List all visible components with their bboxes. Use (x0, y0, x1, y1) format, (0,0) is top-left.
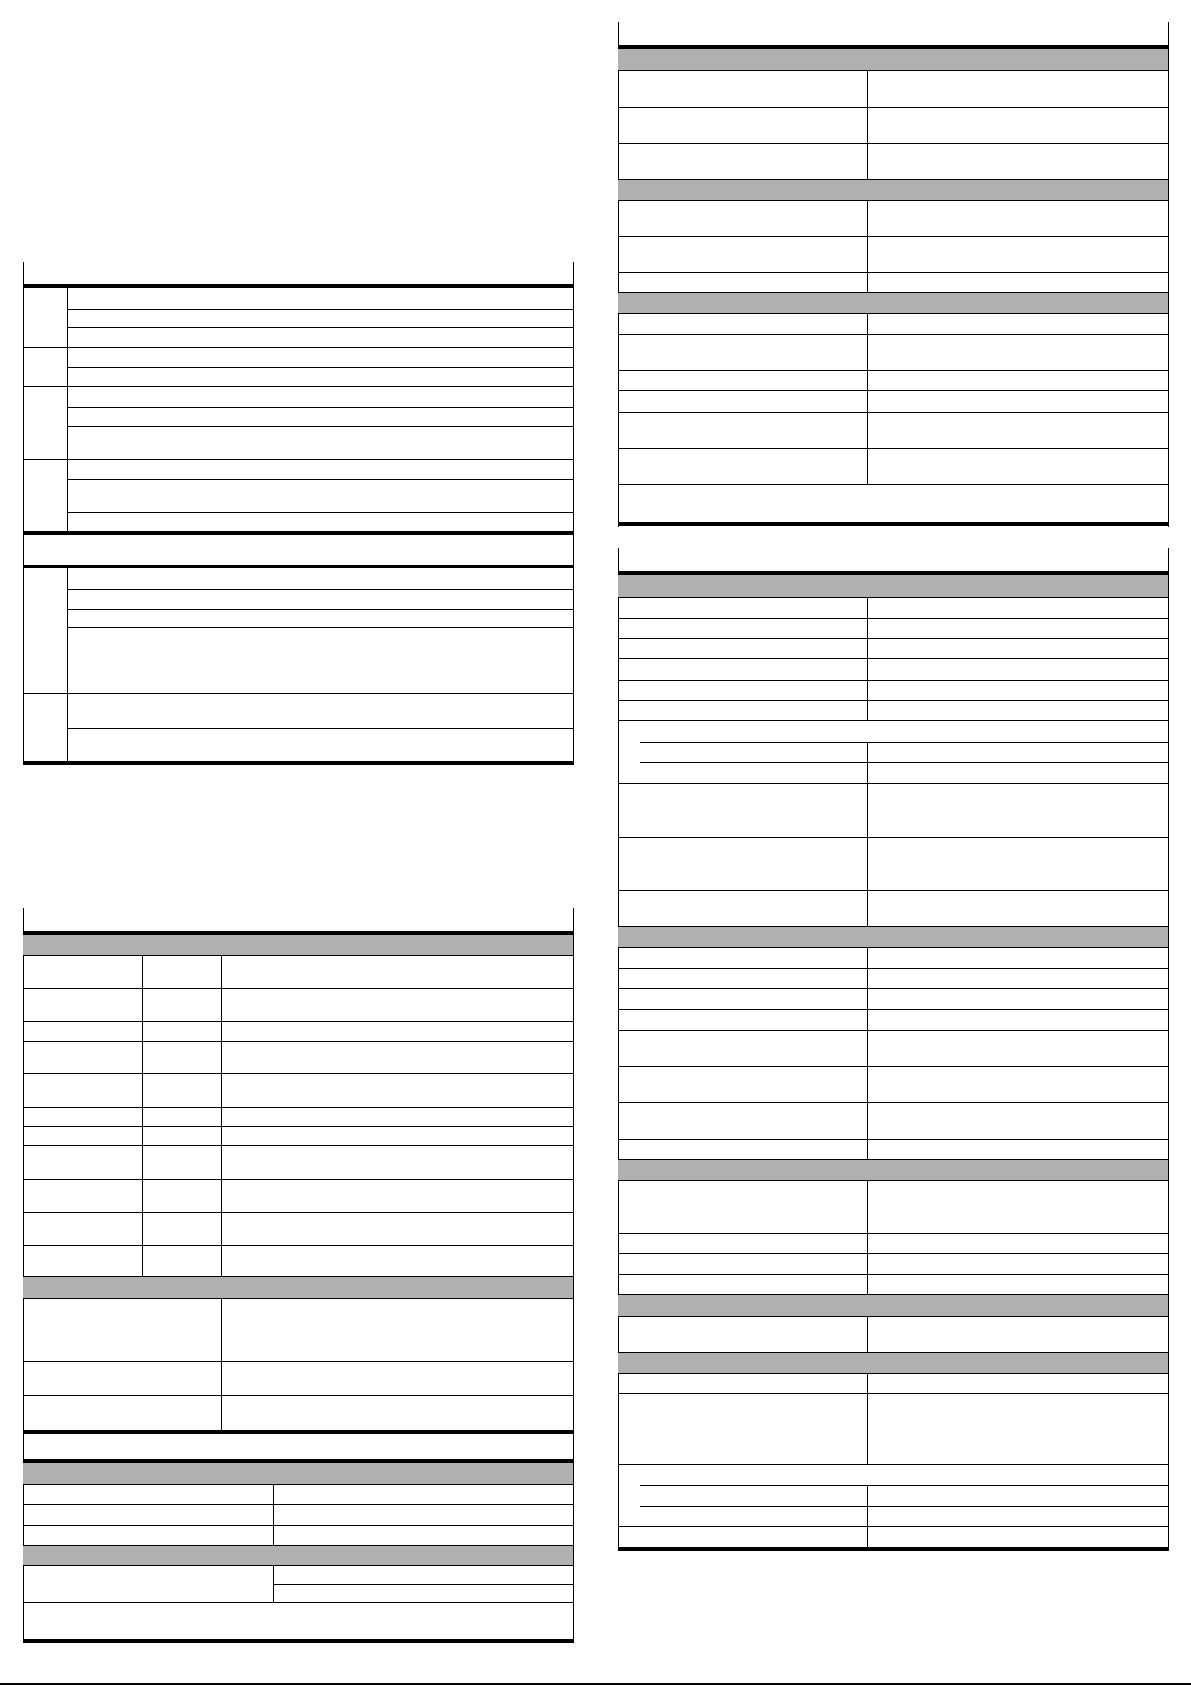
table1-group-rule (23, 347, 573, 348)
table2-row-rule (23, 1107, 573, 1108)
table5-col-divider (867, 1373, 868, 1464)
table5-row-rule (618, 1526, 1168, 1527)
table3-section-band (23, 1546, 573, 1565)
table2-col2-divider (221, 955, 222, 1276)
table1-left-border (23, 262, 24, 765)
table5-row-rule (618, 1066, 1168, 1067)
table5-row-rule (618, 638, 1168, 639)
table2-row-rule (23, 1145, 573, 1146)
table2-row-rule (23, 1041, 573, 1042)
table4-section-rule (618, 313, 1168, 314)
table5-section-band (618, 1295, 1168, 1316)
table4-row-rule (618, 143, 1168, 144)
table2-row-rule (23, 988, 573, 989)
table4-header-rule (618, 70, 1168, 71)
table5-section-rule (618, 1316, 1168, 1317)
table1-top-thick-rule (23, 284, 574, 288)
table5-row-rule (618, 720, 1168, 721)
table5-col-divider (867, 947, 868, 1159)
table1-group-divider (67, 288, 68, 535)
table2-header-rule (23, 955, 573, 956)
table4-row-rule (618, 236, 1168, 237)
table2-col1-divider (142, 955, 143, 1276)
table5-section-rule (618, 1373, 1168, 1374)
table4-section-band (618, 180, 1168, 200)
table3-row-rule (23, 1525, 573, 1526)
table5-col-divider (867, 742, 868, 926)
table1-mid-thick-rule (23, 531, 574, 535)
table5-row-rule (618, 1009, 1168, 1010)
table4-col-divider (867, 200, 868, 292)
table1-row-rule (67, 512, 573, 513)
table1-row-rule (67, 426, 573, 427)
table4-bottom-thick-rule (618, 522, 1169, 526)
table5-row-rule (618, 700, 1168, 701)
table1-row-rule (67, 609, 573, 610)
table3-row-rule (23, 1602, 573, 1603)
table5-row-rule (618, 1274, 1168, 1275)
table2-section-band (23, 1277, 573, 1298)
table5-col-divider (867, 1316, 868, 1352)
table2-row-rule (23, 1212, 573, 1213)
table4-row-rule (618, 370, 1168, 371)
table1-group-divider (67, 568, 68, 761)
table4-header-band (618, 49, 1168, 70)
table3-row-rule (273, 1584, 573, 1585)
table1-group-rule (23, 693, 573, 694)
table5-row-rule (618, 1464, 1168, 1465)
table1-row-rule (67, 367, 573, 368)
table5-section-band (618, 1353, 1168, 1373)
table4-right-border (1168, 22, 1169, 527)
table2-header-band (23, 935, 573, 955)
table5-row-rule (618, 658, 1168, 659)
table4-row-rule (618, 484, 1168, 485)
table5-row-rule (618, 783, 1168, 784)
table2-row-rule (23, 1395, 573, 1396)
table1-row-rule (67, 479, 573, 480)
table5-subgroup-rule (640, 742, 1168, 743)
table5-left-border (618, 548, 619, 1551)
table5-row-rule (618, 680, 1168, 681)
table2-bottom-thick-rule (23, 1430, 574, 1434)
table2-row-rule (23, 1073, 573, 1074)
table1-bottom-thick-rule (23, 761, 574, 765)
table3-section-rule (23, 1565, 573, 1566)
table5-row-rule (618, 1102, 1168, 1103)
table3-col-divider (273, 1484, 274, 1545)
table4-row-rule (618, 448, 1168, 449)
table5-row-rule (618, 968, 1168, 969)
table4-row-rule (618, 390, 1168, 391)
table1-row-rule (67, 309, 573, 310)
table5-row-rule (618, 1233, 1168, 1234)
table5-row-rule (618, 890, 1168, 891)
table2-right-border (573, 908, 574, 1435)
table5-row-rule (618, 1253, 1168, 1254)
table2-col2-divider (221, 1298, 222, 1430)
table3-right-border (573, 1435, 574, 1643)
table4-row-rule (618, 334, 1168, 335)
table3-header-rule (23, 1484, 573, 1485)
table1-group-rule (23, 386, 573, 387)
table5-section-band (618, 927, 1168, 947)
table1-right-border (573, 262, 574, 765)
table4-row-rule (618, 412, 1168, 413)
table5-row-rule (640, 1506, 1168, 1507)
table2-row-rule (23, 1245, 573, 1246)
table1-row-rule (67, 407, 573, 408)
table3-header-band (23, 1463, 573, 1484)
table5-col-divider (867, 1485, 868, 1547)
table4-col-divider (867, 313, 868, 484)
table5-section-band (618, 1160, 1168, 1180)
table2-row-rule (23, 1021, 573, 1022)
table5-right-border (1168, 548, 1169, 1551)
table4-row-rule (618, 272, 1168, 273)
table1-section-rule (23, 565, 573, 568)
table1-row-rule (67, 728, 573, 729)
table4-left-border (618, 22, 619, 527)
table5-header-rule (618, 597, 1168, 598)
table5-header-band (618, 575, 1168, 597)
table3-bottom-thick-rule (23, 1639, 574, 1643)
table5-row-rule (618, 618, 1168, 619)
table2-section-rule (23, 1298, 573, 1299)
table1-row-rule (67, 327, 573, 328)
table5-row-rule (618, 1393, 1168, 1394)
table4-section-rule (618, 200, 1168, 201)
table2-row-rule (23, 1126, 573, 1127)
table1-group-rule (23, 459, 573, 460)
table5-section-rule (618, 947, 1168, 948)
table2-row-rule (23, 1179, 573, 1180)
table4-row-rule (618, 107, 1168, 108)
table5-row-rule (618, 837, 1168, 838)
table5-subgroup-rule (640, 1485, 1168, 1486)
table5-row-rule (618, 1030, 1168, 1031)
table5-col-divider (867, 1180, 868, 1294)
table3-row-rule (23, 1504, 573, 1505)
table5-bottom-thick-rule (618, 1547, 1169, 1551)
table5-row-rule (618, 988, 1168, 989)
table5-row-rule (640, 762, 1168, 763)
table1-row-rule (67, 589, 573, 590)
table4-section-band (618, 293, 1168, 313)
table5-section-rule (618, 1180, 1168, 1181)
table1-row-rule (67, 627, 573, 628)
table4-col-divider (867, 70, 868, 180)
table5-row-rule (618, 1139, 1168, 1140)
table2-row-rule (23, 1361, 573, 1362)
